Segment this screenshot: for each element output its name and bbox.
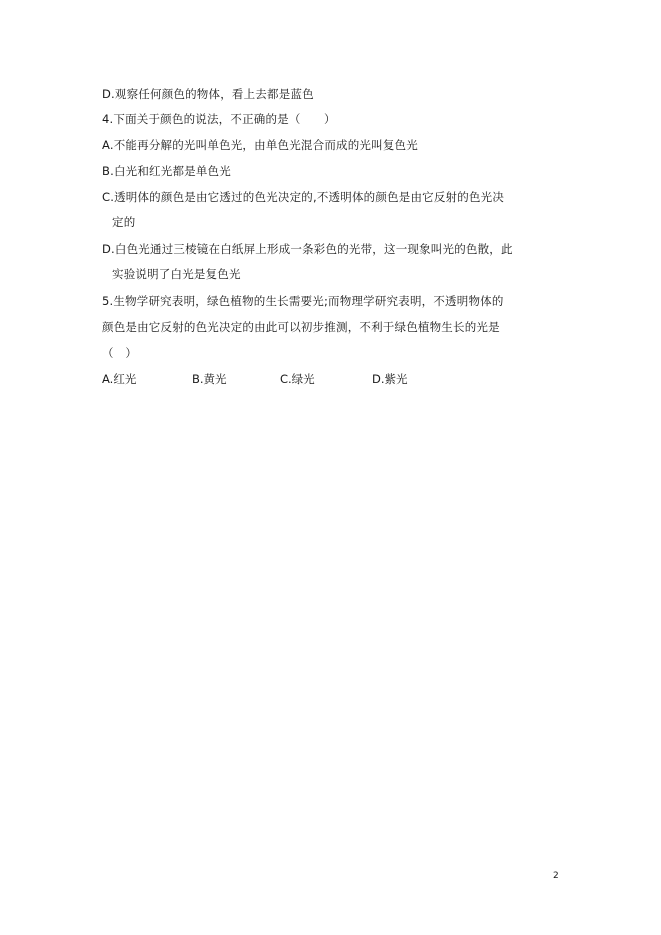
q4-option-c: C.透明体的颜色是由它透过的色光决定的,不透明体的颜色是由它反射的色光决 <box>102 190 505 204</box>
q5-option-b: B.黄光 <box>192 372 227 386</box>
page-number: 2 <box>553 871 559 881</box>
q4-option-c-continued: 定的 <box>112 215 136 229</box>
q4-option-b: B.白光和红光都是单色光 <box>102 164 231 178</box>
q5-stem-continued: 颜色是由它反射的色光决定的由此可以初步推测，不利于绿色植物生长的光是 <box>102 320 500 334</box>
q5-option-a: A.红光 <box>102 372 137 386</box>
q5-answer-blank: （ ） <box>102 346 138 360</box>
q5-stem: 5.生物学研究表明，绿色植物的生长需要光;而物理学研究表明，不透明物体的 <box>102 294 504 308</box>
q5-option-c: C.绿光 <box>280 372 315 386</box>
q4-option-d: D.白色光通过三棱镜在白纸屏上形成一条彩色的光带，这一现象叫光的色散，此 <box>102 242 513 256</box>
q5-option-d: D.紫光 <box>372 372 408 386</box>
q4-stem: 4.下面关于颜色的说法，不正确的是（ ） <box>102 112 336 126</box>
q4-option-a: A.不能再分解的光叫单色光，由单色光混合而成的光叫复色光 <box>102 138 418 152</box>
q4-option-d-continued: 实验说明了白光是复色光 <box>112 267 241 281</box>
q3-option-d: D.观察任何颜色的物体，看上去都是蓝色 <box>102 87 314 101</box>
